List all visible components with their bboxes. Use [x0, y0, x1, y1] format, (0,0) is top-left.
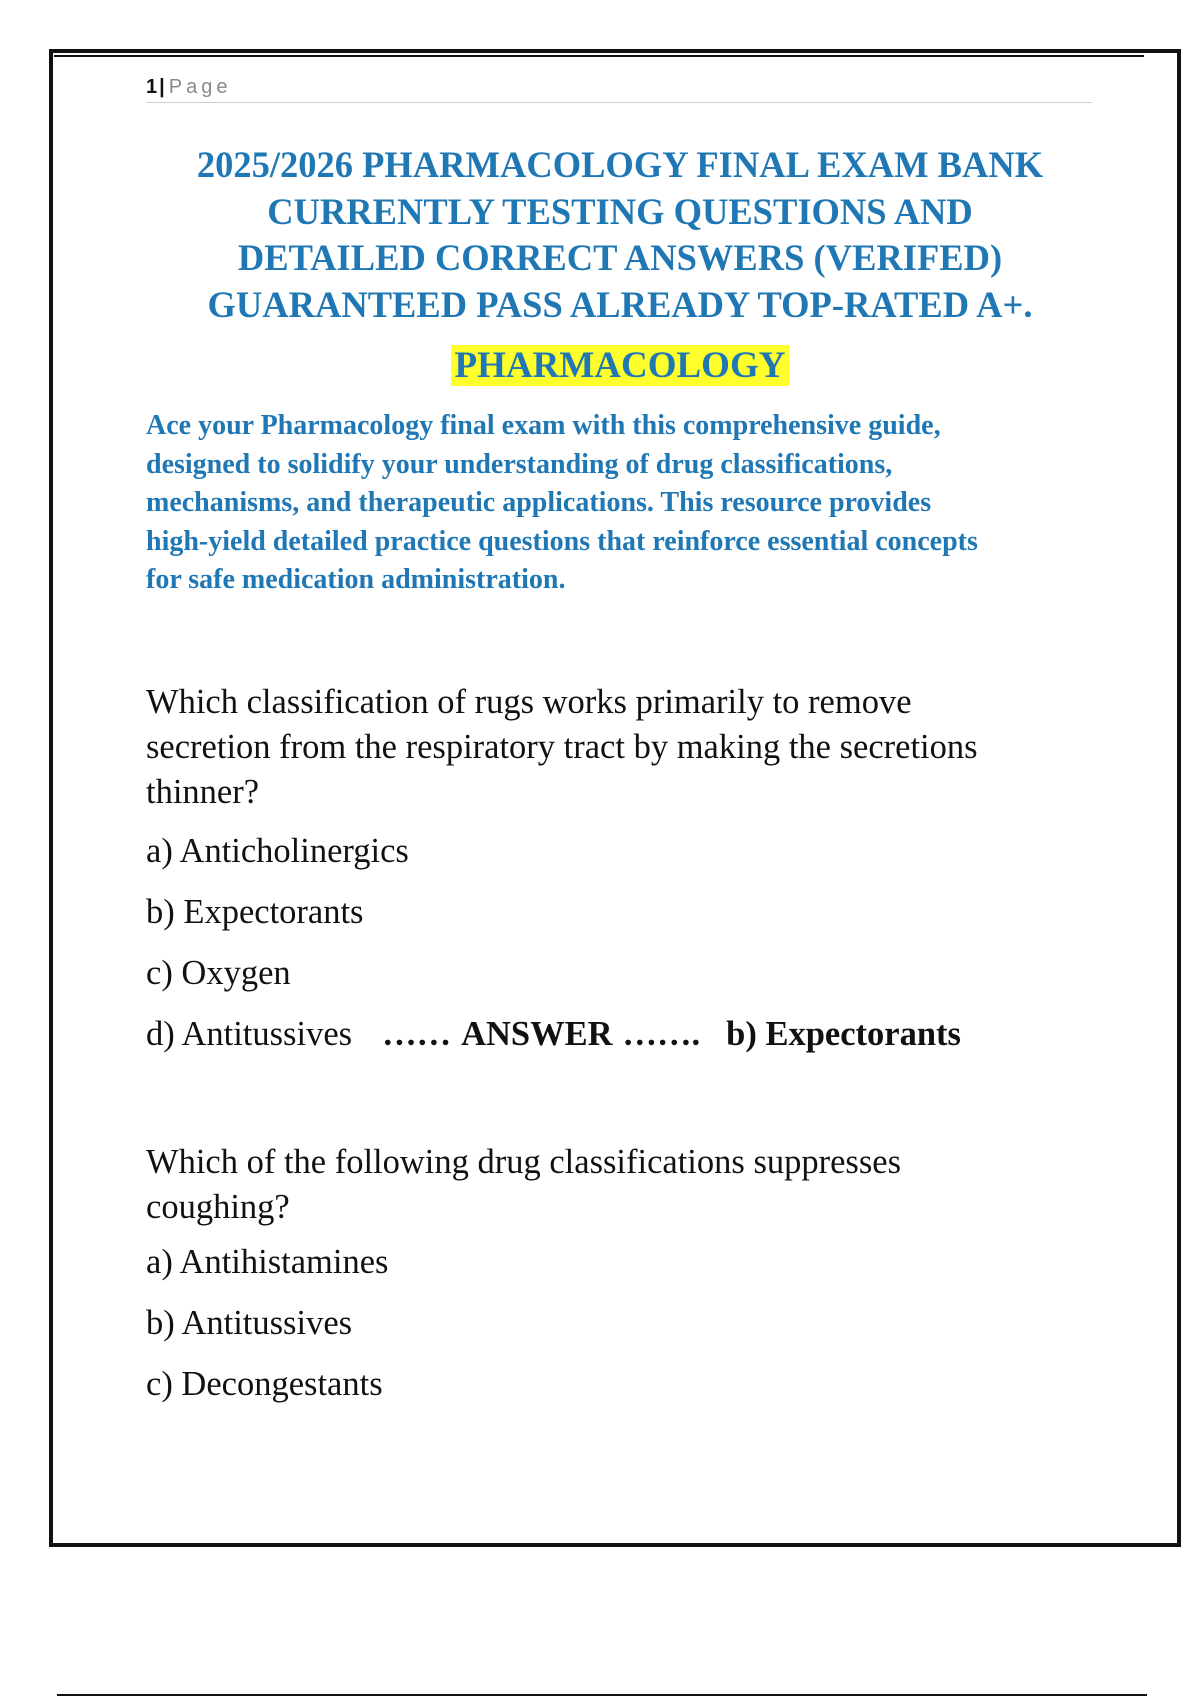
answer-dots-right: …….	[622, 1015, 701, 1053]
question-text	[146, 1140, 1106, 1230]
question-text	[146, 680, 1106, 815]
answer-dots-left: ……	[382, 1015, 452, 1053]
subject-heading	[140, 344, 1100, 388]
question-line: coughing?	[146, 1188, 290, 1226]
subject-highlight: PHARMACOLOGY	[451, 345, 790, 386]
document-title	[140, 142, 1100, 328]
correct-answer: b) Expectorants	[726, 1015, 961, 1053]
page-number: 1	[146, 76, 158, 98]
intro-line: Ace your Pharmacology final exam with this comprehensive guide,	[146, 410, 941, 441]
page-separator: |	[159, 76, 165, 98]
intro-line: designed to solidify your understanding of drug classifications,	[146, 448, 893, 480]
answer-option: c) Decongestants	[146, 1365, 383, 1403]
intro-line: for safe medication administration.	[146, 564, 566, 595]
answer-option: a) Antihistamines	[146, 1243, 389, 1281]
question-line: Which of the following drug classifications suppresses	[146, 1143, 902, 1181]
answer-option: b) Antitussives	[146, 1304, 353, 1342]
intro-line: mechanisms, and therapeutic applications. This resource provides	[146, 487, 932, 518]
question-line: secretion from the respiratory tract by making the secretions	[146, 728, 978, 766]
question-line: thinner?	[146, 773, 260, 811]
title-line: CURRENTLY TESTING QUESTIONS AND	[267, 190, 973, 232]
bottom-rule	[57, 1694, 1147, 1696]
title-line: DETAILED CORRECT ANSWERS (VERIFED)	[237, 237, 1003, 278]
intro-paragraph	[146, 407, 1096, 600]
question-2	[146, 1140, 1106, 1423]
answer-label: ANSWER	[461, 1015, 613, 1053]
top-border-rule	[54, 55, 1144, 57]
answer-option-with-answer	[146, 1012, 1106, 1056]
answer-option: d) Antitussives	[146, 1015, 353, 1053]
title-line: 2025/2026 PHARMACOLOGY FINAL EXAM BANK	[196, 144, 1044, 185]
question-line: Which classification of rugs works primarily to remove	[146, 683, 912, 721]
question-1	[146, 680, 1106, 1073]
answer-option: a) Anticholinergics	[146, 832, 409, 870]
answer-option: b) Expectorants	[146, 893, 364, 931]
answer-option: c) Oxygen	[146, 954, 291, 992]
title-line: GUARANTEED PASS ALREADY TOP-RATED A+.	[207, 283, 1033, 325]
intro-line: high-yield detailed practice questions that reinforce essential concepts	[146, 525, 978, 557]
page-header	[146, 72, 1092, 103]
page-label: Page	[168, 76, 232, 98]
